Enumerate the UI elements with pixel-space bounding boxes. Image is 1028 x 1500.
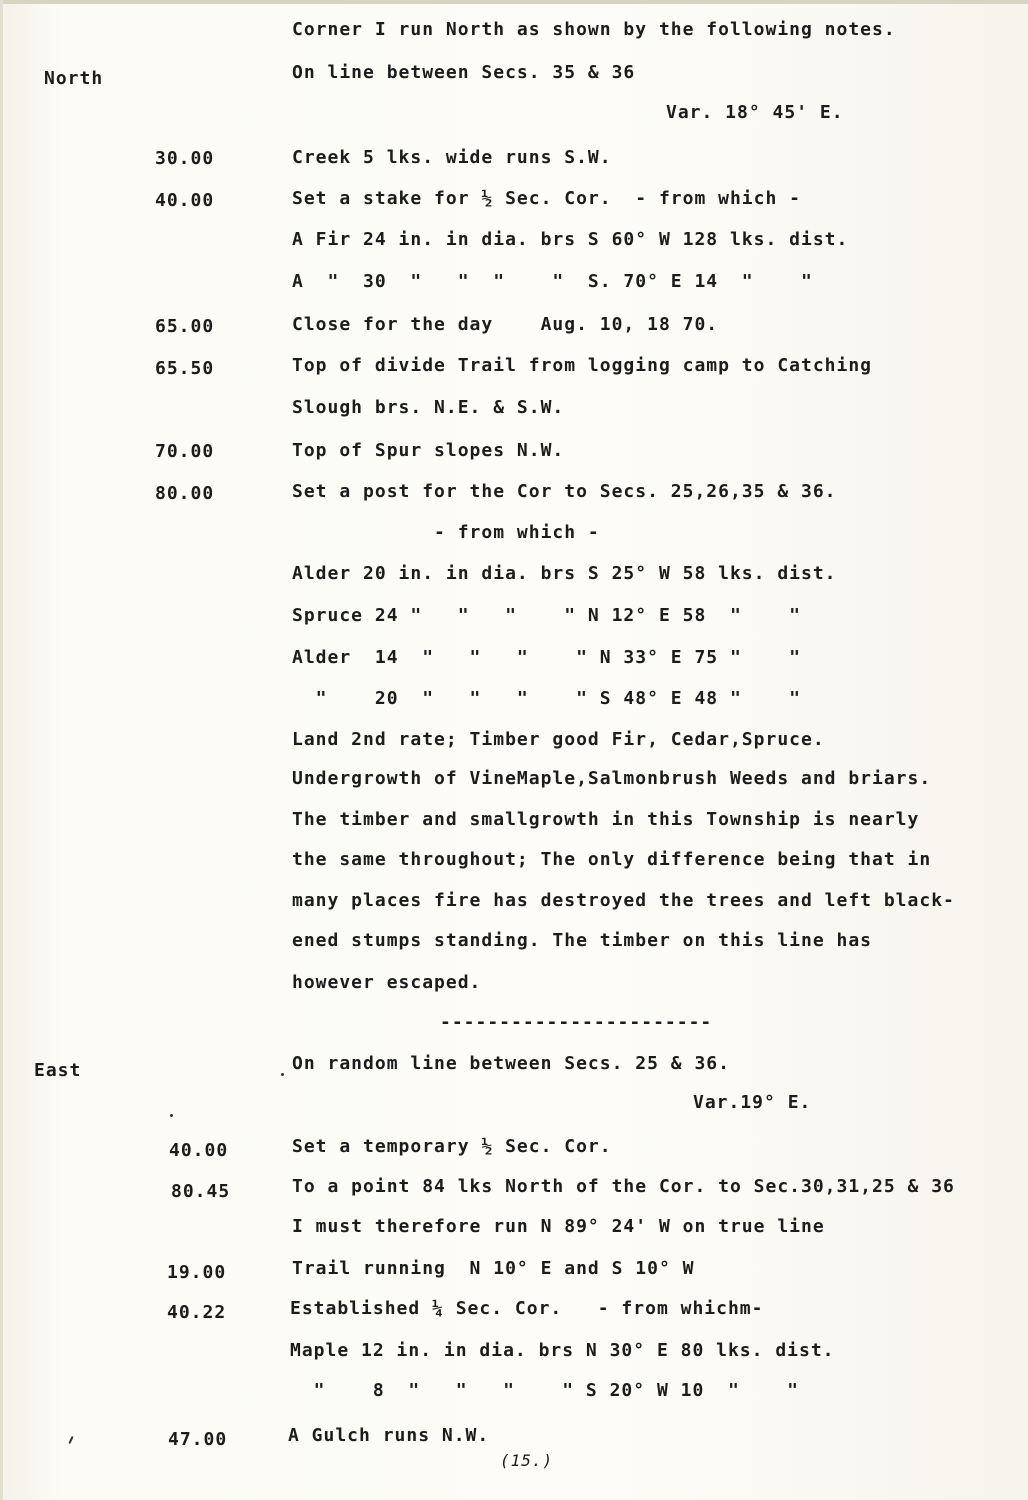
intro-line: Corner I run North as shown by the following notes. — [292, 19, 896, 40]
entry-text: " 8 " " " " S 20° W 10 " " — [290, 1380, 799, 1401]
east-variation: Var.19° E. — [693, 1092, 812, 1113]
stray-mark — [281, 1073, 284, 1076]
entry-text: many places fire has destroyed the trees and left black- — [292, 890, 955, 911]
entry-text: Set a post for the Cor to Secs. 25,26,35 & 36. — [292, 481, 837, 502]
north-variation: Var. 18° 45' E. — [666, 102, 844, 123]
entry-text: To a point 84 lks North of the Cor. to Sec.30,31,25 & 36 — [292, 1176, 955, 1197]
entry-text: Set a stake for ½ Sec. Cor. - from which - — [292, 188, 801, 209]
entry-distance: 40.22 — [167, 1302, 227, 1323]
entry-text: The timber and smallgrowth in this Township is nearly — [292, 809, 920, 830]
entry-distance: 65.00 — [155, 316, 215, 337]
entry-text: Spruce 24 " " " " N 12° E 58 " " — [292, 605, 801, 626]
entry-text: " 20 " " " " S 48° E 48 " " — [292, 688, 801, 709]
entry-text: Close for the day Aug. 10, 18 70. — [292, 314, 719, 335]
entry-distance: 40.00 — [155, 190, 215, 211]
entry-text: Set a temporary ½ Sec. Cor. — [292, 1136, 612, 1157]
entry-text: Alder 20 in. in dia. brs S 25° W 58 lks. dist. — [292, 563, 837, 584]
section-separator: ----------------------- — [440, 1012, 713, 1033]
page-edge-top — [0, 0, 1028, 4]
entry-text: the same throughout; The only difference being that in — [292, 849, 932, 870]
entry-text: Trail running N 10° E and S 10° W — [292, 1258, 695, 1279]
page-number: (15.) — [500, 1451, 554, 1470]
entry-text: A " 30 " " " " S. 70° E 14 " " — [292, 271, 813, 292]
entry-text: A Fir 24 in. in dia. brs S 60° W 128 lks. dist. — [292, 229, 849, 250]
entry-text: Creek 5 lks. wide runs S.W. — [292, 147, 612, 168]
entry-text: Top of Spur slopes N.W. — [292, 440, 565, 461]
direction-label-north: North — [44, 68, 104, 89]
entry-text: however escaped. — [292, 972, 482, 993]
entry-text: ened stumps standing. The timber on this line has — [292, 930, 873, 951]
north-heading: On line between Secs. 35 & 36 — [292, 62, 636, 83]
entry-text: Alder 14 " " " " N 33° E 75 " " — [292, 647, 801, 668]
entry-text: - from which - — [292, 522, 600, 543]
entry-text: Maple 12 in. in dia. brs N 30° E 80 lks. dist. — [290, 1340, 835, 1361]
entry-text: Undergrowth of VineMaple,Salmonbrush Weeds and briars. — [292, 768, 932, 789]
entry-distance: 19.00 — [167, 1262, 227, 1283]
stray-mark — [170, 1114, 173, 1117]
entry-text: Established ¼ Sec. Cor. - from whichm- — [290, 1298, 764, 1319]
stray-mark — [68, 1436, 73, 1444]
direction-label-east: East — [34, 1060, 82, 1081]
entry-text: A Gulch runs N.W. — [288, 1425, 490, 1446]
entry-distance: 40.00 — [169, 1140, 229, 1161]
entry-text: Slough brs. N.E. & S.W. — [292, 397, 565, 418]
entry-distance: 65.50 — [155, 358, 215, 379]
entry-distance: 70.00 — [155, 441, 215, 462]
entry-distance: 80.45 — [171, 1181, 231, 1202]
entry-distance: 80.00 — [155, 483, 215, 504]
entry-text: Land 2nd rate; Timber good Fir, Cedar,Spruce. — [292, 729, 825, 750]
entry-text: I must therefore run N 89° 24' W on true line — [292, 1216, 825, 1237]
entry-text: Top of divide Trail from logging camp to Catching — [292, 355, 873, 376]
page-edge-left — [0, 0, 3, 1500]
east-heading: On random line between Secs. 25 & 36. — [292, 1053, 730, 1074]
entry-distance: 47.00 — [168, 1429, 228, 1450]
entry-distance: 30.00 — [155, 148, 215, 169]
